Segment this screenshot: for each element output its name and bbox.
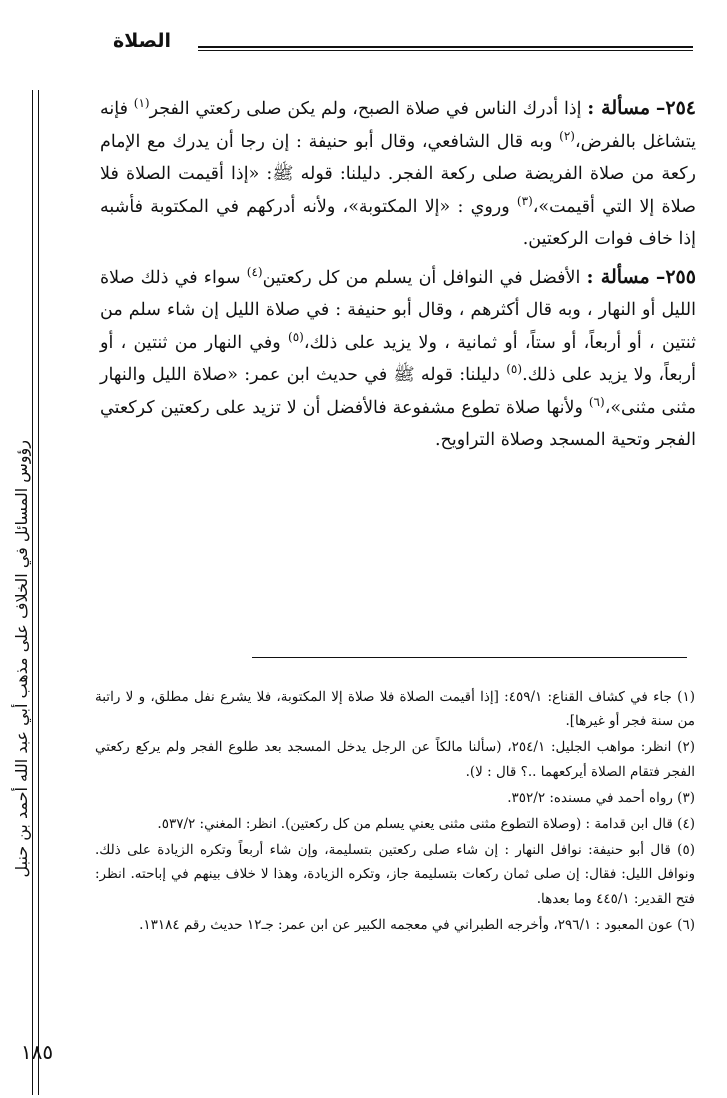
footnote-text: انظر: مواهب الجليل: ٢٥٤/١، (سألنا مالكاً عن الرجل يدخل المسجد بعد طلوع الفجر ولم يركع ركعتي الفجر فتقام الصلاة أيركعهما ..؟ قال : لا). <box>95 739 695 780</box>
footnote-reference: (٣) <box>516 193 533 208</box>
main-text <box>100 92 696 462</box>
footnote-item <box>95 812 695 836</box>
footnote-number: (٢) <box>677 739 695 756</box>
masala-label: مسألة : <box>587 97 651 119</box>
masala-paragraph <box>100 261 696 457</box>
header-rule <box>198 46 693 51</box>
text-segment: ولأنها صلاة تطوع مشفوعة فالأفضل أن لا تزيد على ركعتين كركعتي الفجر وتحية المسجد وصلاة التراويح. <box>100 397 696 450</box>
footnote-reference: (٢) <box>559 128 575 143</box>
footnote-text: قال ابن قدامة : (وصلاة التطوع مثنى مثنى يعني يسلم من كل ركعتين). انظر: المغني: ٥٣٧/٢. <box>157 816 673 833</box>
masala-paragraph <box>100 92 696 256</box>
footnote-number: (٥) <box>677 842 695 859</box>
footnote-text: قال أبو حنيفة: نوافل النهار : إن شاء صلى ركعتين بتسليمة، وإن شاء أربعاً وتكره الزيادة على ذلك. ونوافل الليل: فقال: إن صلى ثمان ركعات بتسليمة جاز، وتكره الزيادة، وهذا لا خلاف بينهم في إباحته. انظر: فتح القدير: ٤٤٥/١ وما بعدها. <box>95 842 695 907</box>
footnote-reference: (٥) <box>506 362 523 377</box>
footnote-number: (٤) <box>677 816 695 833</box>
footnote-item <box>95 735 695 783</box>
side-book-title: رؤوس المسائل في الخلاف على مذهب أبي عبد الله أحمد بن حنبل <box>12 440 31 878</box>
chapter-title: الصلاة <box>112 30 171 52</box>
masala-number: ٢٥٤– <box>655 97 696 119</box>
footnote-number: (٣) <box>677 789 695 806</box>
side-rule-right <box>38 90 39 1095</box>
footnote-item <box>95 786 695 810</box>
page-number: ١٨٥ <box>20 1040 54 1064</box>
footnote-reference: (٦) <box>588 394 605 409</box>
text-segment: وفي النهار من ثنتين ، أو أربعاً، ولا يزيد على ذلك. <box>100 332 696 385</box>
text-segment: سواء في ذلك صلاة الليل أو النهار ، وبه قال أكثرهم ، وقال أبو حنيفة : في صلاة الليل إن شاء سلم من ثنتين ، أو أربعاً، أو ستاً، أو ثمانية ، ولا يزيد على ذلك، <box>100 267 696 353</box>
text-segment: وروي : «إلا المكتوبة»، ولأنه أدركهم في المكتوبة فأشبه إذا خاف فوات الركعتين. <box>100 196 696 249</box>
text-segment: إذا أدرك الناس في صلاة الصبح، ولم يكن صلى ركعتي الفجر <box>149 99 582 119</box>
text-segment: فإنه يتشاغل بالفرض، <box>100 99 696 152</box>
footnote-reference: (١) <box>133 96 150 111</box>
text-segment: دليلنا: قوله ﷺ في حديث ابن عمر: «صلاة الليل والنهار مثنى مثنى»، <box>100 365 696 418</box>
footnotes <box>95 685 695 939</box>
footnote-item <box>95 913 695 937</box>
footnote-item <box>95 685 695 733</box>
masala-label: مسألة : <box>586 265 650 288</box>
footnote-text: رواه أحمد في مسنده: ٣٥٢/٢. <box>507 789 673 806</box>
footnote-reference: (٥) <box>288 329 304 344</box>
text-segment: وبه قال الشافعي، وقال أبو حنيفة : إن رجا أن يدرك مع الإمام ركعة من صلاة الفريضة صلى ركعة الفجر. دليلنا: قوله ﷺ: «إذا أقيمت الصلاة فلا صلاة إلا التي أقيمت»، <box>100 131 697 217</box>
text-segment: الأفضل في النوافل أن يسلم من كل ركعتين <box>262 267 581 288</box>
footnote-number: (٦) <box>677 916 695 933</box>
footnote-reference: (٤) <box>246 264 263 279</box>
footnote-text: عون المعبود : ٢٩٦/١، وأخرجه الطبراني في معجمه الكبير عن ابن عمر: جـ١٢ حديث رقم ١٣١٨٤. <box>139 916 673 933</box>
masala-number: ٢٥٥– <box>655 265 696 288</box>
footnote-number: (١) <box>677 689 695 705</box>
footnote-rule <box>252 657 687 658</box>
footnote-item <box>95 838 695 911</box>
footnote-text: جاء في كشاف القناع: ٤٥٩/١: [إذا أقيمت الصلاة فلا صلاة إلا المكتوبة، فلا يشرع نفل مطلق، و لا راتبة من سنة فجر أو غيرها]. <box>95 689 695 730</box>
